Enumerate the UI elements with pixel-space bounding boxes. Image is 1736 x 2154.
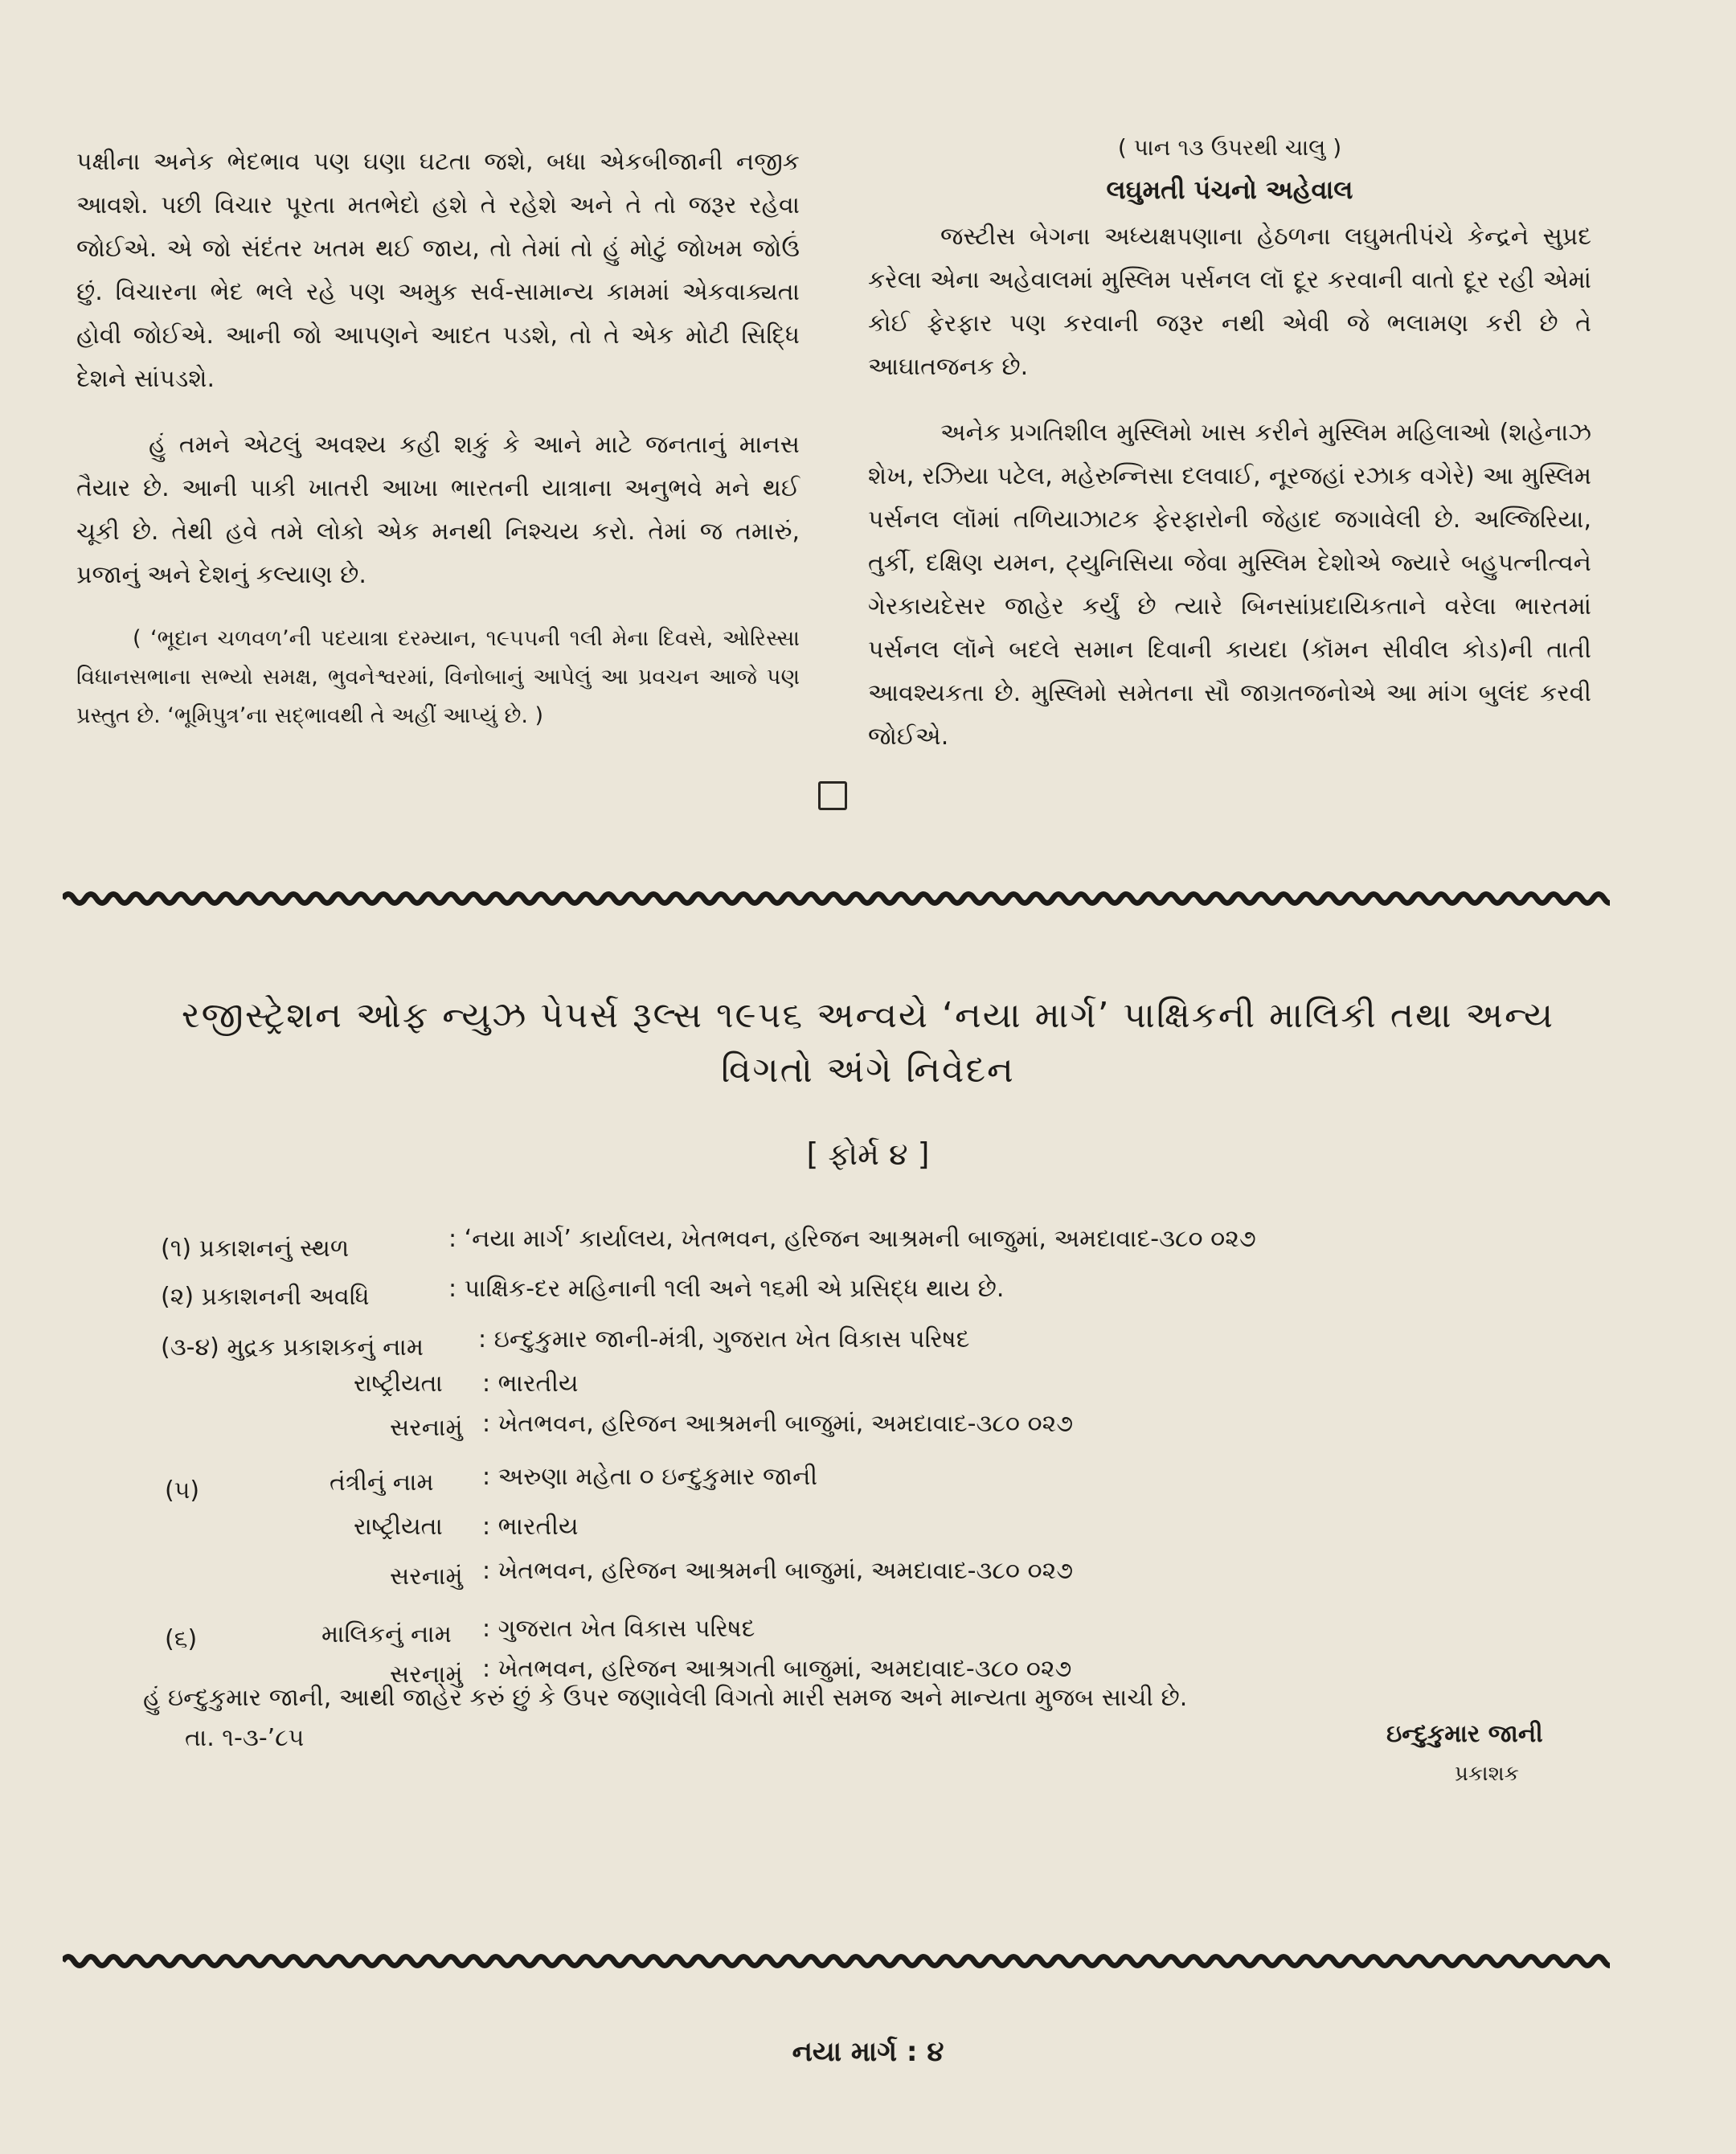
form-number: [ ફોર્મ ૪ ]	[806, 1136, 930, 1172]
row-3-label: (૩-૪) મુદ્રક પ્રકાશકનું નામ	[161, 1333, 424, 1362]
signer-name: ઇન્દુકુમાર જાની	[1386, 1720, 1543, 1748]
row-1-value: : ‘નયા માર્ગ’ કાર્યાલય, ખેતભવન, હરિજન આશ્રમની બાજુમાં, અમદાવાદ-૩૮૦ ૦૨૭	[448, 1225, 1256, 1253]
row-3-value: : ઇન્દુકુમાર જાની-મંત્રી, ગુજરાત ખેત વિકાસ પરિષદ	[478, 1325, 970, 1353]
end-of-article-box	[818, 781, 847, 810]
row-3-address-value: : ખેતભવન, હરિજન આશ્રમની બાજુમાં, અમદાવાદ-૩૮૦ ૦૨૭	[482, 1410, 1074, 1438]
row-2-label: (૨) પ્રકાશનની અવધિ	[161, 1283, 370, 1311]
source-note: ( ‘ભૂદાન ચળવળ’ની પદયાત્રા દરમ્યાન, ૧૯૫૫ની ૧લી મેના દિવસે, ઓરિસ્સા વિધાનસભાના સભ્યો સમક્ષ, ભુવનેશ્વરમાં, વિનોબાનું આપેલું આ પ્રવચન આજે પણ પ્રસ્તુત છે. ‘ભૂમિપુત્ર’ના સદ્ભાવથી તે અહીં આપ્યું છે. )	[76, 626, 800, 728]
row-6-number: (૬)	[165, 1625, 198, 1653]
row-5-number: (૫)	[165, 1476, 200, 1505]
right-paragraph-2: અનેક પ્રગતિશીલ મુસ્લિમો ખાસ કરીને મુસ્લિમ મહિલાઓ (શહેનાઝ શેખ, રઝિયા પટેલ, મહેરુન્નિસા દલવાઈ, નૂરજહાં રઝાક વગેરે) આ મુસ્લિમ પર્સનલ લૉમાં તળિયાઝાટક ફેરફારોની જેહાદ જગાવેલી છે. અલ્જિરિયા, તુર્કી, દક્ષિણ યમન, ટ્યુનિસિયા જેવા મુસ્લિમ દેશોએ જ્યારે બહુપત્નીત્વને ગેરકાયદેસર જાહેર કર્યું છે ત્યારે બિનસાંપ્રદાયિકતાને વરેલા ભારતમાં પર્સનલ લૉને બદલે સમાન દિવાની કાયદા (કૉમન સીવીલ કોડ)ની તાતી આવશ્યકતા છે. મુસ્લિમો સમેતના સૌ જાગ્રતજનોએ આ માંગ બુલંદ કરવી જોઈએ.	[868, 419, 1591, 751]
row-3-address-label: સરનામું	[390, 1414, 463, 1442]
row-5-address-value: : ખેતભવન, હરિજન આશ્રમની બાજુમાં, અમદાવાદ-૩૮૦ ૦૨૭	[482, 1557, 1074, 1585]
wavy-divider-top	[63, 887, 1610, 911]
left-column	[76, 141, 800, 735]
row-3-nationality-label: રાષ્ટ્રીયતા	[354, 1370, 443, 1398]
right-paragraph-1: જસ્ટીસ બેગના અધ્યક્ષપણાના હેઠળના લઘુમતીપંચે કેન્દ્રને સુપ્રદ કરેલા એના અહેવાલમાં મુસ્લિમ પર્સનલ લૉ દૂર કરવાની વાતો દૂર રહી એમાં કોઈ ફેરફાર પણ કરવાની જરૂર નથી એવી જે ભલામણ કરી છે તે આઘાતજનક છે.	[868, 223, 1591, 381]
row-2-value: : પાક્ષિક-દર મહિનાની ૧લી અને ૧૬મી એ પ્રસિદ્ધ થાય છે.	[448, 1275, 1005, 1303]
right-column	[868, 129, 1591, 781]
row-5-label: તંત્રીનું નામ	[330, 1468, 434, 1497]
row-5-nationality-label: રાષ્ટ્રીયતા	[354, 1513, 443, 1541]
row-6-address-value: : ખેતભવન, હરિજન આશ્રગતી બાજુમાં, અમદાવાદ-૩૮૦ ૦૨૭	[482, 1655, 1072, 1683]
signer-role: પ્રકાશક	[1455, 1762, 1520, 1786]
row-5-address-label: સરનામું	[390, 1562, 463, 1591]
article-heading: લઘુમતી પંચનો અહેવાલ	[1106, 174, 1353, 205]
row-1-label: (૧) પ્રકાશનનું સ્થળ	[161, 1235, 350, 1263]
row-5-value: : અરુણા મહેતા ૦ ઇન્દુકુમાર જાની	[482, 1463, 818, 1491]
page-footer: નયા માર્ગ : ૪	[792, 2036, 944, 2068]
row-6-label: માલિકનું નામ	[321, 1620, 452, 1648]
row-6-address-label: સરનામું	[390, 1661, 463, 1689]
continuation-note: ( પાન ૧૩ ઉપરથી ચાલુ )	[1117, 134, 1342, 161]
notice-title	[80, 989, 1656, 1098]
notice-title-line-2: વિગતો અંગે નિવેદન	[721, 1050, 1015, 1091]
row-3-nationality-value: : ભારતીય	[482, 1370, 579, 1398]
wavy-divider-bottom	[63, 1949, 1610, 1973]
declaration-date: તા. ૧-૩-’૮૫	[185, 1724, 305, 1752]
row-6-value: : ગુજરાત ખેત વિકાસ પરિષદ	[482, 1615, 755, 1643]
notice-title-line-1: રજીસ્ટ્રેશન ઓફ ન્યુઝ પેપર્સ રૂલ્સ ૧૯૫૬ અન્વયે ‘નયા માર્ગ’ પાક્ષિકની માલિકી તથા અન્ય	[181, 995, 1555, 1036]
row-5-nationality-value: : ભારતીય	[482, 1513, 579, 1541]
left-paragraph-2: હું તમને એટલું અવશ્ય કહી શકું કે આને માટે જનતાનું માનસ તૈયાર છે. આની પાકી ખાતરી આખા ભારતની યાત્રાના અનુભવે મને થઈ ચૂકી છે. તેથી હવે તમે લોકો એક મનથી નિશ્ચય કરો. તેમાં જ તમારું, પ્રજાનું અને દેશનું કલ્યાણ છે.	[76, 431, 800, 589]
left-paragraph-1: પક્ષીના અનેક ભેદભાવ પણ ઘણા ઘટતા જશે, બધા એકબીજાની નજીક આવશે. પછી વિચાર પૂરતા મતભેદો હશે તે રહેશે અને તે તો જરૂર રહેવા જોઈએ. એ જો સંદંતર ખતમ થઈ જાય, તો તેમાં તો હું મોટું જોખમ જોઉં છું. વિચારના ભેદ ભલે રહે પણ અમુક સર્વ-સામાન્ય કામમાં એકવાક્યતા હોવી જોઈએ. આની જો આપણને આદત પડશે, તો તે એક મોટી સિદ્ધિ દેશને સાંપડશે.	[76, 148, 800, 393]
declaration-text: હું ઇન્દુકુમાર જાની, આથી જાહેર કરું છું કે ઉપર જણાવેલી વિગતો મારી સમજ અને માન્યતા મુજબ સાચી છે.	[143, 1684, 1188, 1712]
